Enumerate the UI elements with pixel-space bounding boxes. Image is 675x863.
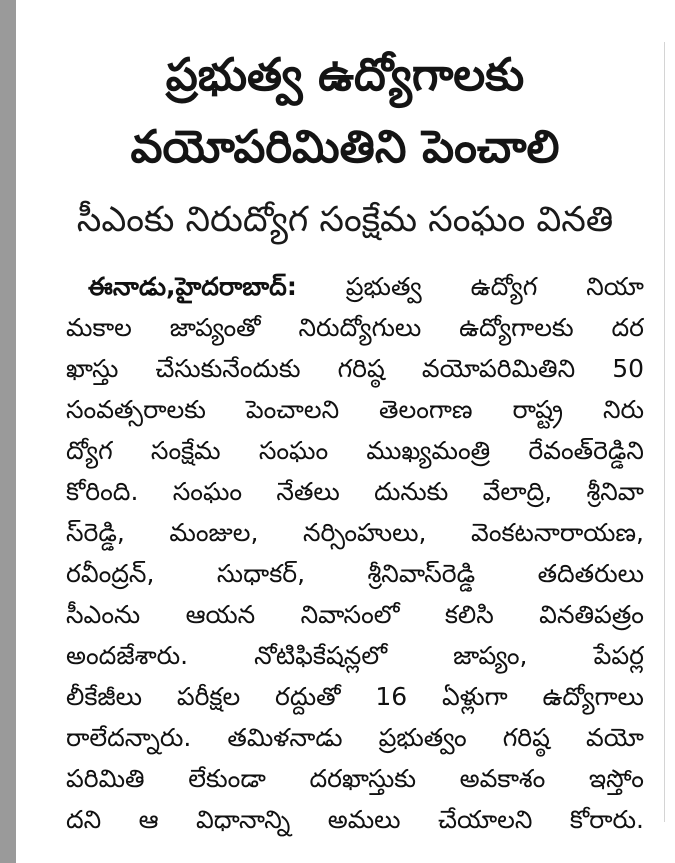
word: నేతలు	[276, 477, 340, 506]
word: కలిసి	[444, 600, 494, 629]
word: ఉద్యోగ	[470, 272, 538, 301]
body-line	[66, 512, 644, 553]
word: తెలంగాణ	[379, 395, 473, 424]
word: ప్రభుత్వం	[378, 723, 467, 752]
word: సంఘం	[172, 477, 243, 506]
article-body	[66, 266, 644, 840]
body-line	[66, 594, 644, 635]
word: అమలు	[327, 805, 401, 834]
subheadline: సీఎంకు నిరుద్యోగ సంక్షేమ సంఘం వినతి	[76, 200, 614, 240]
word: రేవంత్‌రెడ్డిని	[528, 436, 644, 465]
word: జాప్యం,	[453, 641, 528, 670]
word: కోరింది.	[66, 477, 139, 506]
word: గరిష్ఠ	[502, 723, 550, 752]
word: స్‌రెడ్డి,	[66, 518, 125, 547]
word: నివాసంలో	[300, 600, 400, 629]
word: తదితరులు	[537, 559, 644, 588]
word: నోటిఫికేషన్లలో	[254, 641, 388, 670]
word: ద్యోగ	[66, 436, 113, 465]
headline-line-1: ప్రభుత్వ ఉద్యోగాలకు	[165, 48, 525, 101]
word: నిరుద్యోగులు	[298, 313, 422, 342]
word: సంవత్సరాలకు	[66, 395, 206, 424]
word: వేలాద్రి,	[482, 477, 553, 506]
word: సంక్షేమ	[150, 436, 221, 465]
word: పెంచాలని	[245, 395, 340, 424]
word: రద్దుతో	[275, 682, 341, 711]
word: రాలేదన్నారు.	[66, 723, 192, 752]
body-line	[66, 717, 644, 758]
word: ఖాస్తు	[66, 354, 119, 383]
word: సీఎంను	[66, 600, 141, 629]
word: మకాల	[66, 313, 132, 342]
word: వినతిపత్రం	[539, 600, 644, 629]
word: 50	[612, 354, 644, 383]
column-rule	[664, 42, 665, 822]
word: దని	[66, 805, 102, 834]
word: ఉద్యోగాలకు	[459, 313, 574, 342]
word: పరిమితి	[66, 764, 145, 793]
word: వెంకటనారాయణ,	[471, 518, 644, 547]
word: అవకాశం	[459, 764, 546, 793]
word: చేసుకునేందుకు	[155, 354, 301, 383]
word: ఇస్తోం	[588, 764, 644, 793]
body-line	[66, 553, 644, 594]
word: సంఘం	[258, 436, 329, 465]
body-line	[66, 389, 644, 430]
word: దునుకు	[374, 477, 449, 506]
dateline: ఈనాడు,హైదరాబాద్:	[88, 272, 297, 301]
word: లీకేజీలు	[66, 682, 143, 711]
word: పరీక్షల	[176, 682, 241, 711]
body-line	[66, 307, 644, 348]
word: రాష్ట్ర	[512, 395, 564, 424]
word: ముఖ్యమంత్రి	[366, 436, 491, 465]
headline-line-2: వయోపరిమితిని పెంచాలి	[130, 120, 560, 173]
word: 16	[375, 682, 408, 711]
word: ఉద్యోగాలు	[542, 682, 644, 711]
word: తమిళనాడు	[227, 723, 343, 752]
word: నర్సింహులు,	[302, 518, 427, 547]
word: లేకుండా	[188, 764, 266, 793]
body-line	[66, 266, 644, 307]
word: గరిష్ఠ	[337, 354, 385, 383]
page-edge-strip	[0, 0, 16, 863]
word: పేపర్ల	[593, 641, 644, 670]
body-line	[66, 348, 644, 389]
word: నియా	[586, 272, 644, 301]
body-line	[66, 635, 644, 676]
word: ప్రభుత్వ	[345, 272, 422, 301]
word: సుధాకర్‌,	[216, 559, 306, 588]
word: వయోపరిమితిని	[421, 354, 576, 383]
body-line	[66, 799, 644, 840]
body-line	[66, 758, 644, 799]
word: ఆయన	[185, 600, 256, 629]
body-line	[66, 430, 644, 471]
word: కోరారు.	[569, 805, 644, 834]
word: వయో	[586, 723, 644, 752]
word: దర	[611, 313, 644, 342]
word: దరఖాస్తుకు	[309, 764, 416, 793]
word: చేయాలని	[437, 805, 533, 834]
word: శ్రీనివాస్‌రెడ్డి	[367, 559, 476, 588]
word: శ్రీనివా	[586, 477, 644, 506]
word: నిరు	[602, 395, 644, 424]
word: విధానాన్ని	[196, 805, 291, 834]
word: రవీంద్రన్‌,	[66, 559, 155, 588]
word: ఏళ్లుగా	[441, 682, 508, 711]
word: జాప్యంతో	[169, 313, 261, 342]
body-line	[66, 471, 644, 512]
word: మంజుల,	[169, 518, 259, 547]
body-line	[66, 676, 644, 717]
word: ఆ	[138, 805, 159, 834]
word: అందజేశారు.	[66, 641, 189, 670]
